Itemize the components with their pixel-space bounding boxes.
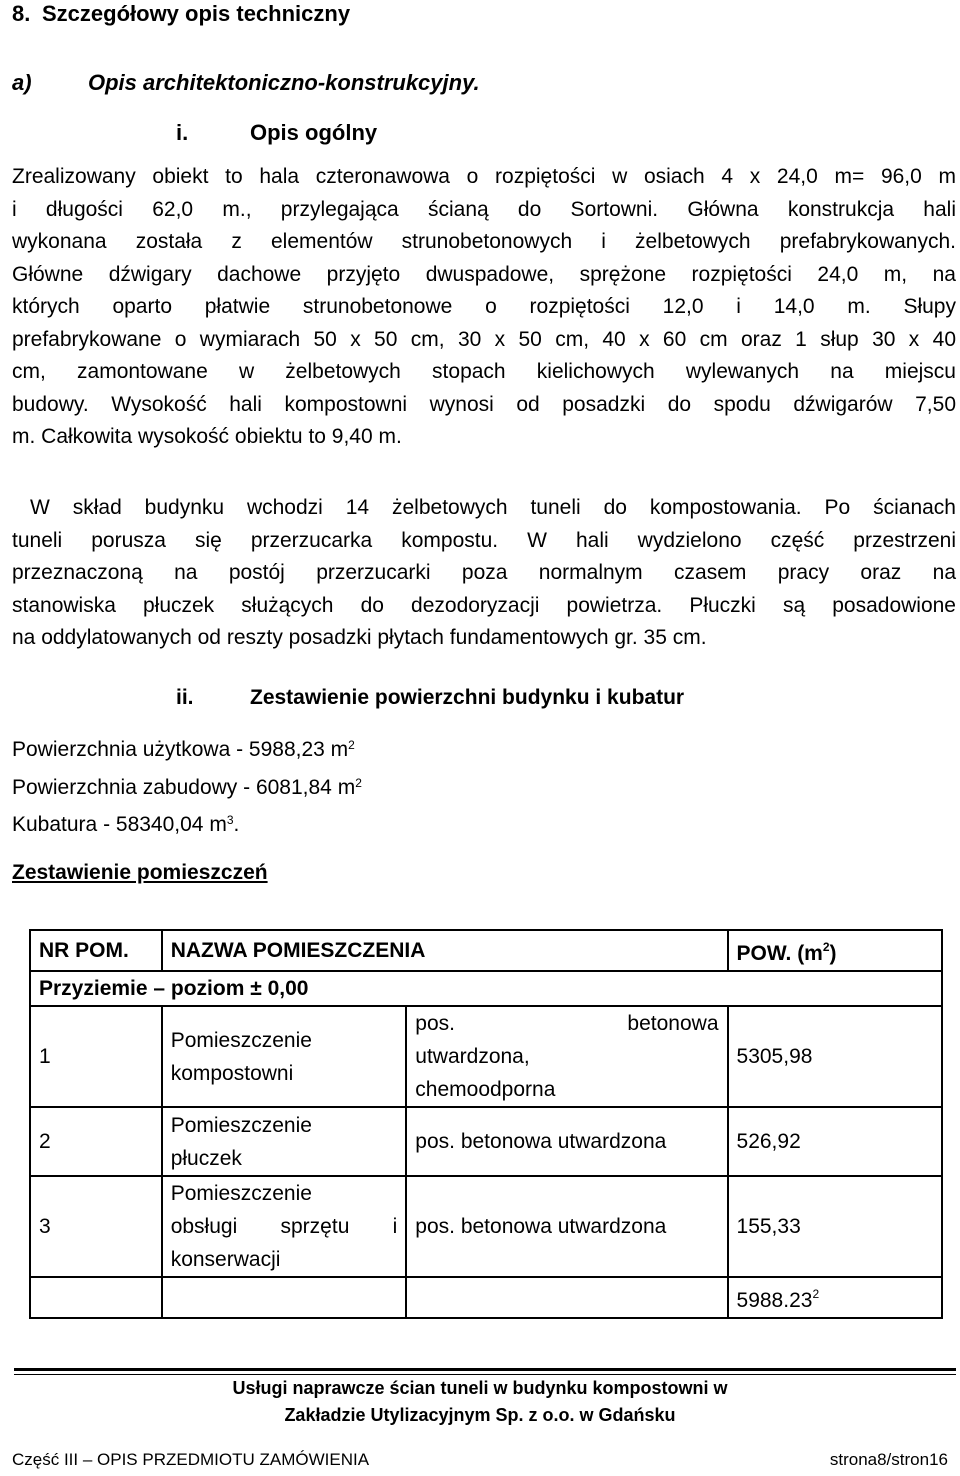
paragraph-line: prefabrykowane o wymiarach 50 x 50 cm, 30 x 50 cm, 40 x 60 cm oraz 1 słup 30 x 40 bbox=[12, 327, 956, 351]
subsection-title: Opis architektoniczno-konstrukcyjny. bbox=[88, 70, 480, 95]
area-stats bbox=[12, 729, 362, 842]
footer-document-part: Część III – OPIS PRZEDMIOTU ZAMÓWIENIA bbox=[12, 1450, 370, 1469]
cell-area: 526,92 bbox=[728, 1107, 942, 1176]
paragraph-line: tuneli porusza się przerzucarka kompostu. W hali wydzielono część przestrzeni bbox=[12, 528, 956, 552]
description-paragraph-1 bbox=[12, 161, 956, 454]
cell-room-name: Pomieszczenie obsługi sprzętu i konserwacji bbox=[162, 1176, 407, 1277]
stat-built-area: Powierzchnia zabudowy - 6081,84 $m^2$ bbox=[12, 775, 362, 799]
header-area: POW. $(m^2)$ bbox=[728, 930, 942, 971]
area-summary-heading bbox=[176, 684, 684, 712]
section-title: Szczegółowy opis techniczny bbox=[42, 1, 351, 26]
cell-floor-type: pos. betonowa utwardzona bbox=[406, 1107, 727, 1176]
footer-title-line-2: Zakładzie Utylizacyjnym Sp. z o.o. w Gdańsku bbox=[284, 1405, 676, 1425]
table-row bbox=[30, 1176, 942, 1277]
rooms-table bbox=[29, 929, 943, 1319]
table-header-row bbox=[30, 930, 942, 971]
subsection-number: a) bbox=[12, 70, 32, 95]
table-row bbox=[30, 1006, 942, 1107]
group-label: Przyziemie – poziom ± 0,00 bbox=[30, 971, 942, 1006]
footer-page-number: strona8/stron16 bbox=[829, 1450, 948, 1469]
cell-area: 5305,98 bbox=[728, 1006, 942, 1107]
paragraph-line: wykonana została z elementów strunobetonowych i żelbetowych prefabrykowanych. bbox=[12, 230, 956, 253]
header-room-number: NR POM. bbox=[30, 930, 162, 971]
area-summary-title: Zestawienie powierzchni budynku i kubatur bbox=[250, 686, 685, 709]
cell-room-number: 2 bbox=[30, 1107, 162, 1176]
footer-title-line-1: Usługi naprawcze ścian tuneli w budynku kompostowni w bbox=[232, 1378, 728, 1398]
paragraph-line: budowy. Wysokość hali kompostowni wynosi od posadzki do spodu dźwigarów 7,50 bbox=[12, 392, 956, 416]
cell-room-number: 1 bbox=[30, 1006, 162, 1107]
paragraph-line: których oparto płatwie strunobetonowe o rozpiętości 12,0 i 14,0 m. Słupy bbox=[12, 295, 956, 318]
footer-rule-thick bbox=[14, 1368, 956, 1371]
general-description-number: i. bbox=[176, 120, 189, 145]
general-description-title: Opis ogólny bbox=[250, 120, 378, 145]
paragraph-line: i długości 62,0 m., przylegająca ścianą do Sortowni. Główna konstrukcja hali bbox=[12, 197, 956, 221]
table-group-row bbox=[30, 971, 942, 1006]
cell-floor-type: pos. betonowa utwardzona bbox=[406, 1176, 727, 1277]
rooms-heading: Zestawienie pomieszczeń bbox=[12, 861, 268, 884]
paragraph-line: przeznaczoną na postój przerzucarki poza normalnym czasem pracy oraz na bbox=[12, 561, 956, 584]
stat-volume: Kubatura - 58340,04 $m^3$. bbox=[12, 813, 240, 836]
paragraph-line: cm, zamontowane w żelbetowych stopach kielichowych wylewanych na miejscu bbox=[12, 360, 956, 383]
paragraph-line: W skład budynku wchodzi 14 żelbetowych tuneli do kompostowania. Po ścianach bbox=[30, 496, 956, 519]
subsection-heading bbox=[12, 69, 480, 97]
paragraph-line: Główne dźwigary dachowe przyjęto dwuspadowe, sprężone rozpiętości 24,0 m, na bbox=[12, 262, 956, 286]
section-number: 8. bbox=[12, 1, 31, 26]
cell-room-name: Pomieszczenie płuczek bbox=[162, 1107, 407, 1176]
paragraph-line: m. Całkowita wysokość obiektu to 9,40 m. bbox=[12, 425, 402, 448]
paragraph-line: Zrealizowany obiekt to hala czteronawowa o rozpiętości w osiach 4 x 24,0 m= 96,0 m bbox=[12, 165, 956, 188]
general-description-heading bbox=[176, 119, 377, 147]
table-total-row bbox=[30, 1277, 942, 1318]
cell-area: 155,33 bbox=[728, 1176, 942, 1277]
header-room-name: NAZWA POMIESZCZENIA bbox=[162, 930, 728, 971]
stat-usable-area: Powierzchnia użytkowa - 5988,23 $m^2$ bbox=[12, 738, 355, 761]
cell-floor-type: pos. betonowa utwardzona, chemoodporna bbox=[406, 1006, 727, 1107]
paragraph-line: stanowiska płuczek służących do dezodoryzacji powietrza. Płuczki są posadowione bbox=[12, 593, 956, 617]
area-summary-number: ii. bbox=[176, 686, 194, 709]
cell-room-name: Pomieszczenie kompostowni bbox=[162, 1006, 407, 1107]
description-paragraph-2 bbox=[12, 492, 956, 655]
section-heading bbox=[12, 0, 350, 28]
paragraph-line: na oddylatowanych od reszty posadzki płytach fundamentowych gr. 35 cm. bbox=[12, 626, 707, 649]
table-row bbox=[30, 1107, 942, 1176]
cell-room-number: 3 bbox=[30, 1176, 162, 1277]
cell-total-area: 5988.23$^2$ bbox=[728, 1277, 942, 1318]
